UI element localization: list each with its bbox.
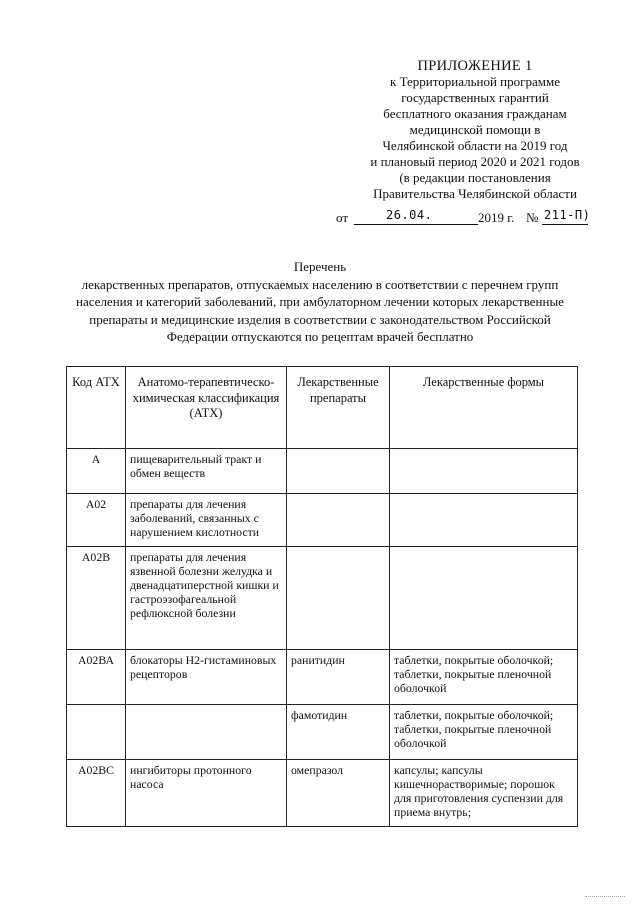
annex-block xyxy=(330,58,620,225)
header-forms: Лекарственные формы xyxy=(390,367,578,449)
annex-line: к Территориальной программе xyxy=(390,74,560,89)
table-row xyxy=(67,494,578,547)
cell-drug: ранитидин xyxy=(287,650,390,705)
header-atc: Анатомо-терапевтическо-химическая классификация (АТХ) xyxy=(126,367,287,449)
annex-heading: ПРИЛОЖЕНИЕ 1 xyxy=(417,58,533,74)
date-underline xyxy=(354,224,478,225)
annex-line: медицинской помощи в xyxy=(409,122,541,137)
cell-drug: фамотидин xyxy=(287,705,390,760)
table-row xyxy=(67,760,578,827)
cell-code: А02 xyxy=(67,494,126,547)
drug-list-table xyxy=(66,366,578,827)
cell-drug xyxy=(287,494,390,547)
cell-code: А xyxy=(67,449,126,494)
header-code: Код АТХ xyxy=(67,367,126,449)
cell-code: А02В xyxy=(67,547,126,650)
title-heading: Перечень xyxy=(293,259,347,274)
cell-code xyxy=(67,705,126,760)
number-sign: № xyxy=(526,210,539,225)
table-row xyxy=(67,547,578,650)
annex-line: Правительства Челябинской области xyxy=(373,186,577,201)
table-header-row xyxy=(67,367,578,449)
cell-forms: таблетки, покрытые оболочкой; таблетки, покрытые пленочной оболочкой xyxy=(390,650,578,705)
table-row xyxy=(67,650,578,705)
cell-atc: препараты для лечения язвенной болезни желудка и двенадцатиперстной кишки и гастроэзофагеальной рефлюксной болезни xyxy=(126,547,287,650)
date-prefix: от xyxy=(336,210,349,225)
decree-date-line xyxy=(330,210,620,230)
number-value: 211-П) xyxy=(544,208,591,222)
year-text: 2019 г. xyxy=(478,210,515,225)
cell-code: А02ВА xyxy=(67,650,126,705)
annex-line: (в редакции постановления xyxy=(399,170,551,185)
cell-atc: пищеварительный тракт и обмен веществ xyxy=(126,449,287,494)
number-underline xyxy=(542,224,588,225)
table-row xyxy=(67,449,578,494)
cell-drug: омепразол xyxy=(287,760,390,827)
annex-line: и плановый период 2020 и 2021 годов xyxy=(370,154,580,169)
cell-forms xyxy=(390,547,578,650)
cell-drug xyxy=(287,449,390,494)
cell-code: А02ВС xyxy=(67,760,126,827)
cell-forms xyxy=(390,494,578,547)
header-drugs: Лекарственные препараты xyxy=(287,367,390,449)
annex-line: бесплатного оказания гражданам xyxy=(383,106,567,121)
cell-forms xyxy=(390,449,578,494)
cell-forms: капсулы; капсулы кишечнорастворимые; порошок для приготовления суспензии для приема внутрь; xyxy=(390,760,578,827)
cell-atc xyxy=(126,705,287,760)
annex-line: государственных гарантий xyxy=(401,90,549,105)
cell-atc: препараты для лечения заболеваний, связанных с нарушением кислотности xyxy=(126,494,287,547)
scan-artifact xyxy=(585,896,625,898)
cell-drug xyxy=(287,547,390,650)
cell-atc: ингибиторы протонного насоса xyxy=(126,760,287,827)
title-body: лекарственных препаратов, отпускаемых населению в соответствии с перечнем групп населения и категорий заболеваний, при амбулаторном лечении которых лекарственные препараты и медицинские изделия в соответствии с законодательством Российской Федерации отпускаются по рецептам врачей бесплатно xyxy=(76,276,564,344)
cell-forms: таблетки, покрытые оболочкой; таблетки, покрытые пленочной оболочкой xyxy=(390,705,578,760)
document-title xyxy=(60,258,580,346)
date-value: 26.04. xyxy=(386,208,433,222)
annex-line: Челябинской области на 2019 год xyxy=(382,138,568,153)
table-row xyxy=(67,705,578,760)
cell-atc: блокаторы Н2-гистаминовых рецепторов xyxy=(126,650,287,705)
